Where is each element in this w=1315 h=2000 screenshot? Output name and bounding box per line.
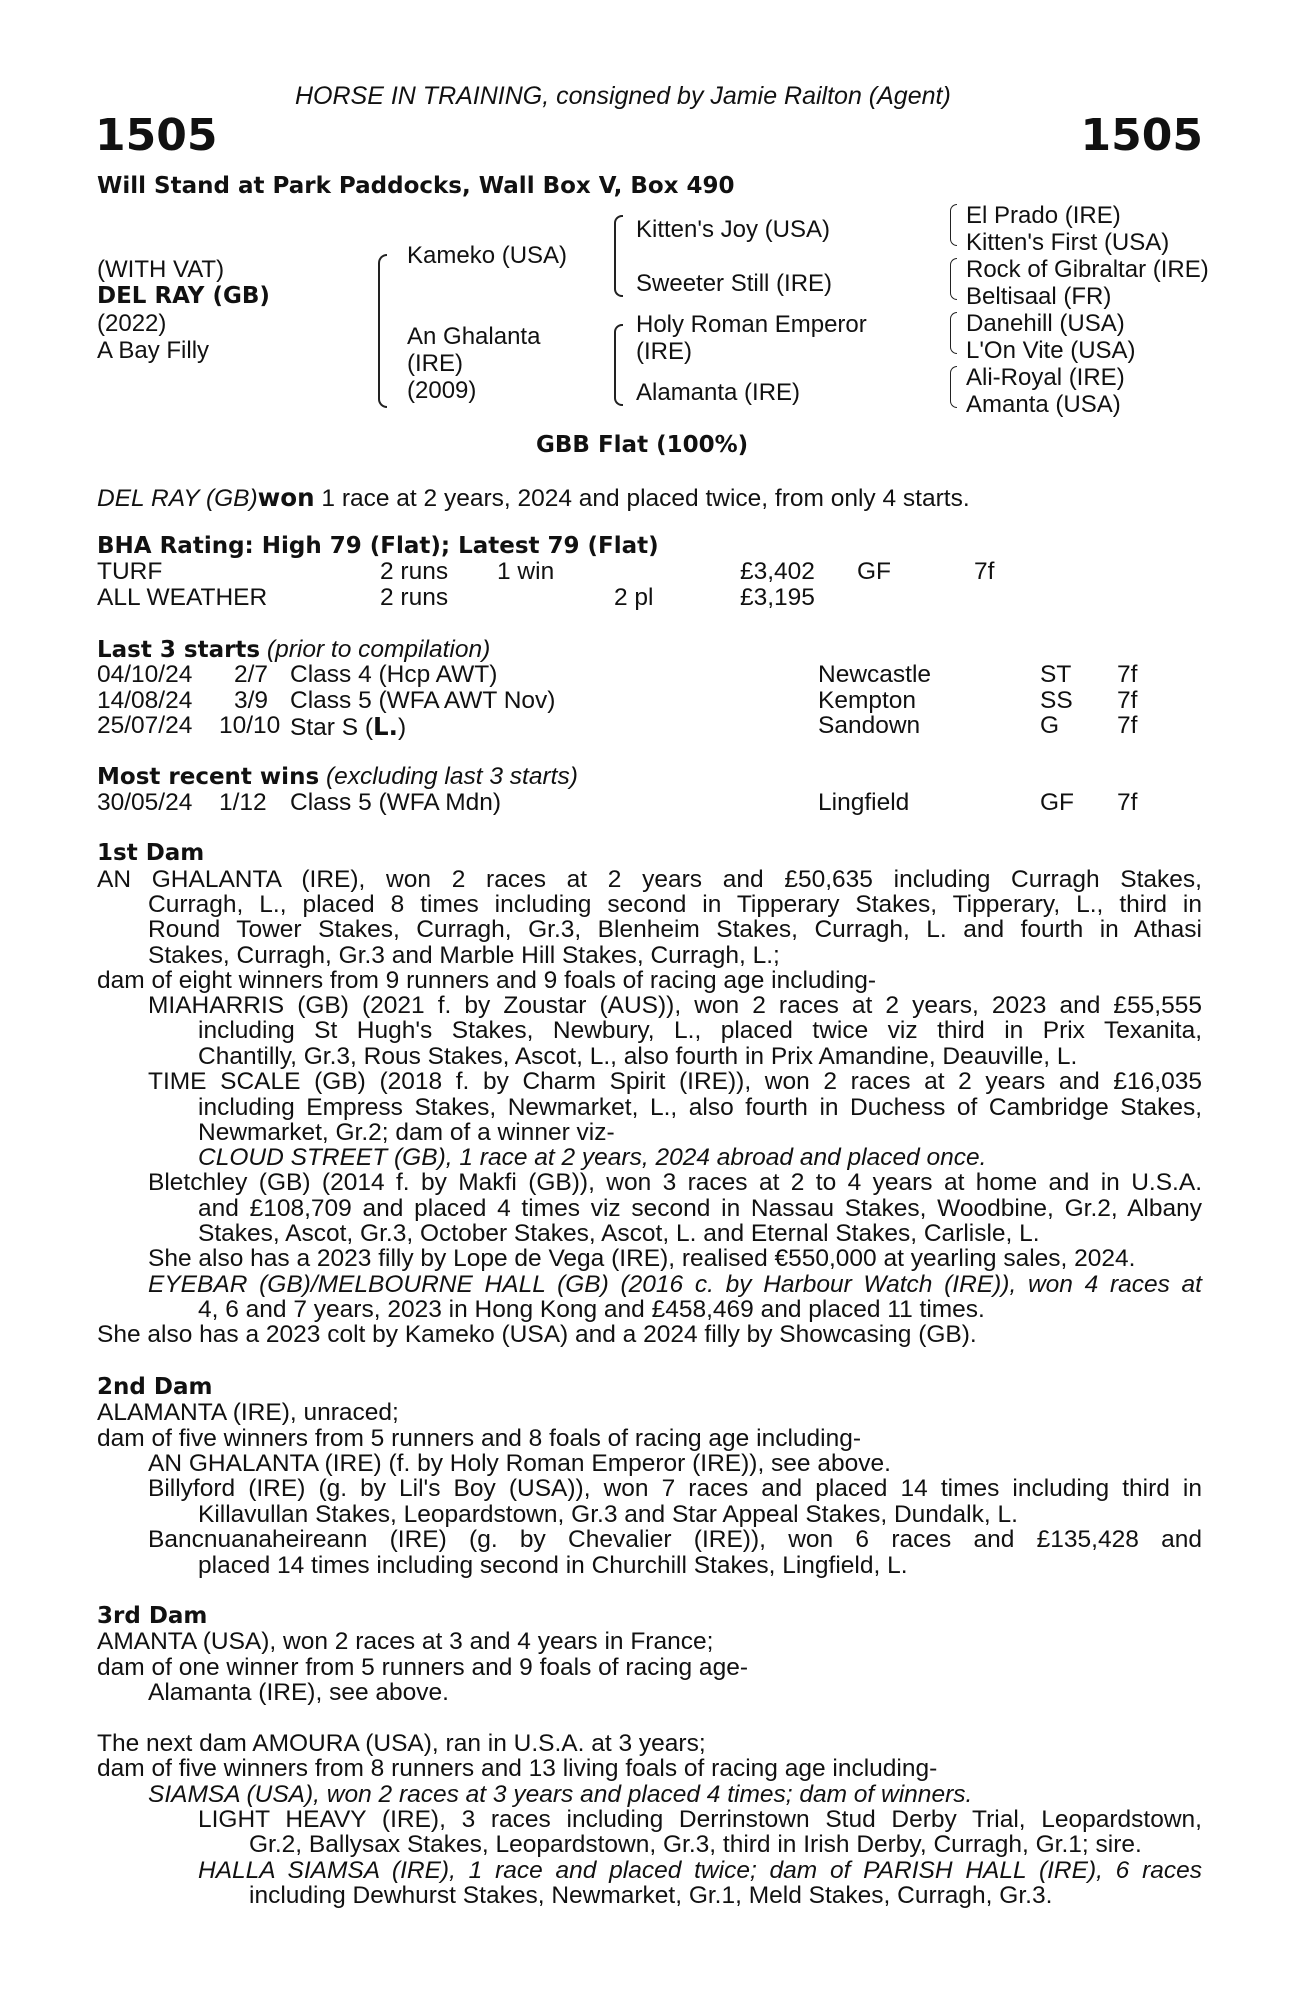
horse-name: DEL RAY (GB): [97, 283, 270, 309]
gbb-flat: GBB Flat (100%): [536, 432, 749, 458]
horse-info: [97, 256, 270, 364]
sire: Kameko (USA): [407, 242, 568, 269]
dam-dam: Alamanta (IRE): [636, 379, 801, 406]
consignment-line: HORSE IN TRAINING, consigned by Jamie Railton (Agent): [295, 82, 951, 110]
recent-wins-heading: Most recent wins (excluding last 3 starts): [97, 763, 578, 790]
third-dam-heading: 3rd Dam: [97, 1603, 208, 1629]
horse-desc: A Bay Filly: [97, 337, 210, 364]
lot-number-right: 1505: [1080, 110, 1203, 161]
stabling-line: Will Stand at Park Paddocks, Wall Box V, Box 490: [97, 173, 735, 199]
lot-number-left: 1505: [95, 110, 218, 161]
sire-sire: Kitten's Joy (USA): [636, 216, 830, 243]
sire-line-brace: [614, 215, 623, 297]
bha-rating-title: BHA Rating: High 79 (Flat); Latest 79 (Flat): [97, 533, 659, 559]
last-3-starts-heading: Last 3 starts (prior to compilation): [97, 636, 491, 663]
second-dam-heading: 2nd Dam: [97, 1374, 213, 1400]
race-summary: DEL RAY (GB)won 1 race at 2 years, 2024 and placed twice, from only 4 starts.: [97, 483, 970, 512]
third-generation: El Prado (IRE) Kitten's First (USA) Rock of Gibraltar (IRE) Beltisaal (FR) Danehill (USA) L'On Vite (USA) Ali-Royal (IRE) Amanta (USA): [966, 202, 1209, 418]
first-dam-heading: 1st Dam: [97, 840, 205, 866]
dam-line-brace: [614, 324, 623, 406]
dam-sire: Holy Roman Emperor (IRE): [636, 311, 867, 365]
vat-note: (WITH VAT): [97, 256, 225, 283]
sire-dam-brace: [378, 254, 387, 408]
horse-year: (2022): [97, 310, 167, 337]
sire-dam: Sweeter Still (IRE): [636, 270, 833, 297]
dam: An Ghalanta (IRE) (2009): [407, 323, 541, 404]
